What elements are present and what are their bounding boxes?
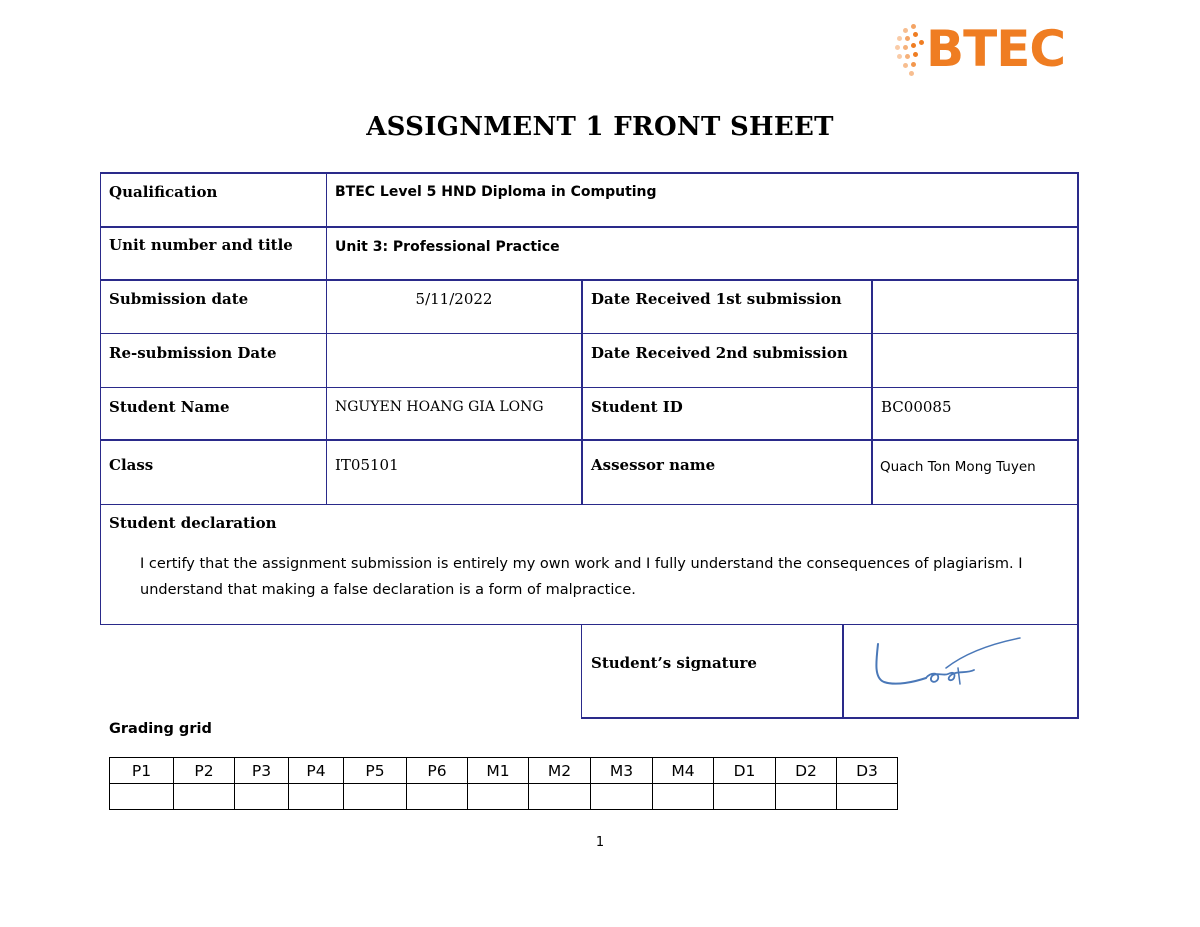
logo-text: BTEC — [926, 20, 1066, 78]
page-title: ASSIGNMENT 1 FRONT SHEET — [366, 112, 834, 142]
grade-cell — [776, 784, 837, 810]
class-value: IT05101 — [335, 456, 399, 474]
grading-grid-label: Grading grid — [109, 721, 212, 737]
grade-column-header: M3 — [591, 758, 653, 784]
grade-cell — [653, 784, 714, 810]
grade-column-header: P6 — [407, 758, 468, 784]
grading-header-row — [110, 758, 898, 784]
page-number: 1 — [595, 835, 605, 850]
student-name-label: Student Name — [109, 398, 230, 416]
class-label: Class — [109, 456, 154, 474]
grade-column-header: P4 — [289, 758, 344, 784]
resubmission-label: Re-submission Date — [109, 344, 277, 362]
grade-cell — [110, 784, 174, 810]
submission-date-value: 5/11/2022 — [415, 290, 493, 308]
declaration-text: I certify that the assignment submission is entirely my own work and I fully understand the consequences of plagiarism. I understand that making a false declaration is a form of malpractice. — [140, 556, 1023, 598]
grade-cell — [591, 784, 653, 810]
grade-column-header: D3 — [837, 758, 898, 784]
grade-column-header: P2 — [174, 758, 235, 784]
grade-cell — [714, 784, 776, 810]
date-received-2-label: Date Received 2nd submission — [591, 344, 848, 362]
date-received-1-label: Date Received 1st submission — [591, 290, 842, 308]
student-name-value: NGUYEN HOANG GIA LONG — [335, 399, 544, 415]
grade-column-header: D1 — [714, 758, 776, 784]
grade-cell — [468, 784, 529, 810]
assessor-value: Quach Ton Mong Tuyen — [880, 459, 1036, 475]
grade-cell — [529, 784, 591, 810]
submission-date-label: Submission date — [109, 290, 249, 308]
grade-column-header: M4 — [653, 758, 714, 784]
grade-column-header: P3 — [235, 758, 289, 784]
student-signature — [870, 632, 1030, 692]
grade-column-header: P5 — [344, 758, 407, 784]
grade-column-header: M2 — [529, 758, 591, 784]
grading-grid — [109, 757, 898, 810]
grade-column-header: P1 — [110, 758, 174, 784]
grade-cell — [289, 784, 344, 810]
student-id-value: BC00085 — [881, 398, 952, 416]
unit-label: Unit number and title — [109, 236, 293, 254]
qualification-value: BTEC Level 5 HND Diploma in Computing — [335, 184, 657, 200]
grade-cell — [235, 784, 289, 810]
grade-cell — [837, 784, 898, 810]
unit-value: Unit 3: Professional Practice — [335, 239, 560, 255]
grade-cell — [344, 784, 407, 810]
grade-column-header: M1 — [468, 758, 529, 784]
student-id-label: Student ID — [591, 398, 683, 416]
qualification-label: Qualification — [109, 183, 218, 201]
grading-value-row — [110, 784, 898, 810]
signature-label: Student’s signature — [591, 654, 757, 672]
grade-cell — [407, 784, 468, 810]
assessor-label: Assessor name — [591, 456, 716, 474]
grade-column-header: D2 — [776, 758, 837, 784]
grade-cell — [174, 784, 235, 810]
btec-logo — [893, 22, 1078, 80]
declaration-label: Student declaration — [109, 514, 277, 532]
